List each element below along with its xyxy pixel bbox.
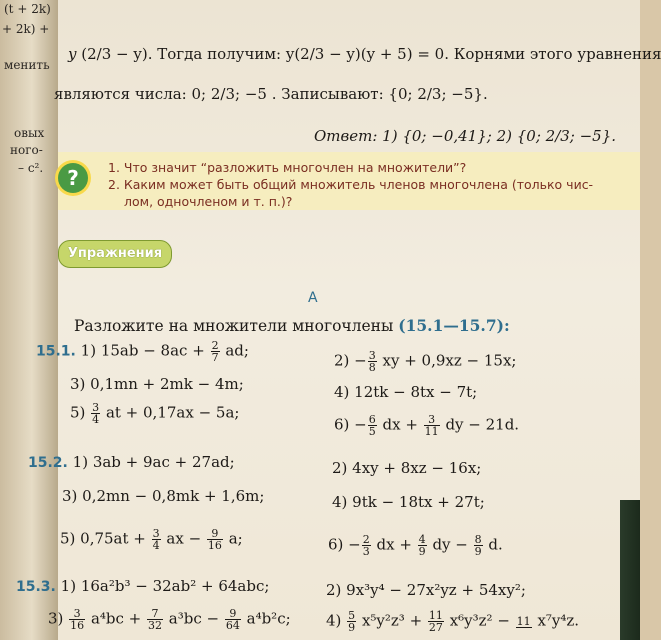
expression: dx + [371,535,417,554]
intro-line-2: являются числа: 0; 2/3; −5 . Записывают: {0; 2/3; −5}. [54,85,488,103]
numerator: 9 [225,608,241,620]
denominator: 9 [418,545,426,558]
expression: 4) [326,611,347,630]
denominator: 27 [428,621,443,634]
denominator: 11 [424,425,439,438]
numerator: 8 [474,533,482,546]
exercise-15-2-item-3: 3) 0,2mn − 0,8mk + 1,6m; [62,487,265,505]
numerator: 6 [368,413,376,426]
expression: a; [223,529,243,548]
numerator: 3 [152,527,160,540]
exercise-15-3-item-3 [48,608,291,631]
expression: ax − [161,529,206,548]
question-1: 1. Что значит “разложить многочлен на множители”? [108,160,467,175]
task-title [74,316,510,335]
exercise-number: 15.1. [36,343,76,360]
question-2-continued: лом, одночленом и т. п.)? [124,194,293,209]
exercise-15-1-item-3: 3) 0,1mn + 2mk − 4m; [70,375,244,393]
intro-line-1 [68,44,661,64]
fraction [69,608,85,631]
answer-line: Ответ: 1) {0; −0,41}; 2) {0; 2/3; −5}. [314,127,617,145]
exercises-tag: Упражнения [58,240,172,268]
margin-fragment: овых [14,126,45,140]
numerator: 5 [348,609,356,622]
previous-page-edge [0,0,58,640]
exercise-15-3-item-1 [16,576,269,597]
denominator: 4 [152,539,160,552]
expression: a⁴b²c; [241,609,291,628]
expression: 6) − [334,415,367,434]
numerator: 11 [516,614,531,628]
margin-fragment: ного- [10,143,43,157]
expression: ad; [220,341,249,360]
question-2: 2. Каким может быть общий множитель членов многочлена (только чис- [108,177,594,192]
denominator: 16 [70,619,85,632]
denominator: 4 [92,413,100,426]
fraction [474,534,483,557]
fraction [211,340,220,363]
fraction [516,616,532,628]
denominator: 9 [474,545,482,558]
fraction [428,610,444,633]
fraction [147,608,163,631]
denominator: 7 [211,351,219,364]
denominator: 16 [207,539,222,552]
denominator: 9 [348,621,356,634]
expression: dy − 21d. [440,415,520,434]
expression: 1) 16a²b³ − 32ab² + 64abc; [60,577,270,595]
expression: dx + [377,415,423,434]
numerator: 4 [418,533,426,546]
task-range: (15.1—15.7): [398,316,510,335]
expression: 6) − [328,535,361,554]
fraction [368,350,377,373]
exercise-15-1-item-1 [36,340,249,363]
numerator: 3 [424,414,440,426]
margin-fragment: (t + 2k) [4,2,51,16]
fraction [347,610,356,633]
exercise-15-2-item-1 [28,452,235,473]
margin-fragment: менить [4,58,50,72]
fraction [207,528,223,551]
expression: dy − [427,535,473,554]
exercise-number: 15.3. [16,579,56,595]
exercise-15-1-item-5 [70,402,239,425]
margin-fragment: + 2k) + [2,22,50,36]
denominator: 3 [362,545,370,558]
exercise-15-1-item-4: 4) 12tk − 8tx − 7t; [334,383,478,401]
denominator: 8 [368,361,376,374]
expression: x⁵y²z³ + [357,611,427,630]
expression: a³bc − [164,609,224,628]
expression: at + 0,17ax − 5a; [101,403,240,422]
expression: d. [483,535,503,554]
exercise-15-1-item-2 [334,350,516,373]
denominator: 5 [368,425,376,438]
fraction [368,414,377,437]
expression: 3) [48,609,69,628]
expression: 1) 3ab + 9ac + 27ad; [72,453,235,471]
exercise-15-1-item-6 [334,414,519,437]
expression: a⁴bc + [86,609,147,628]
exercise-15-2-item-2: 2) 4xy + 8xz − 16x; [332,459,482,477]
fraction [225,608,241,631]
numerator: 2 [362,533,370,546]
question-mark-icon: ? [58,163,88,193]
numerator: 11 [428,609,443,622]
fraction [424,414,440,437]
denominator: 32 [148,619,163,632]
numerator: 9 [207,528,223,540]
expression: x⁶y³z² − [444,611,515,630]
task-title-text: Разложите на множители многочлены [74,317,394,335]
intro-text-1: (2/3 − y). Тогда получим: y(2/3 − y)(y + 5) = 0. Корнями этого уравнения [81,45,661,63]
numerator: 3 [69,608,85,620]
intro-var: y [68,45,77,63]
margin-fragment: – c². [18,161,44,175]
fraction [362,534,371,557]
exercise-15-2-item-5 [60,528,243,551]
numerator: 7 [147,608,163,620]
expression: 5) 0,75at + [60,529,151,548]
fraction [152,528,161,551]
numerator: 2 [211,339,219,352]
expression: 2) − [334,351,367,370]
fraction [91,402,100,425]
book-cover-edge [620,500,640,640]
numerator: 3 [92,401,100,414]
exercise-15-3-item-2: 2) 9x³y⁴ − 27x²yz + 54xy²; [326,581,526,599]
numerator: 3 [368,349,376,362]
expression: x⁷y⁴z. [532,611,580,630]
expression: 1) 15ab − 8ac + [80,341,210,360]
denominator: 64 [225,619,240,632]
exercise-number: 15.2. [28,455,68,471]
exercise-15-2-item-4: 4) 9tk − 18tx + 27t; [332,493,485,511]
fraction [418,534,427,557]
exercise-15-2-item-6 [328,534,503,557]
exercise-15-3-item-4 [326,610,579,633]
section-letter: А [308,290,318,306]
expression: xy + 0,9xz − 15x; [377,351,517,370]
expression: 5) [70,403,91,422]
